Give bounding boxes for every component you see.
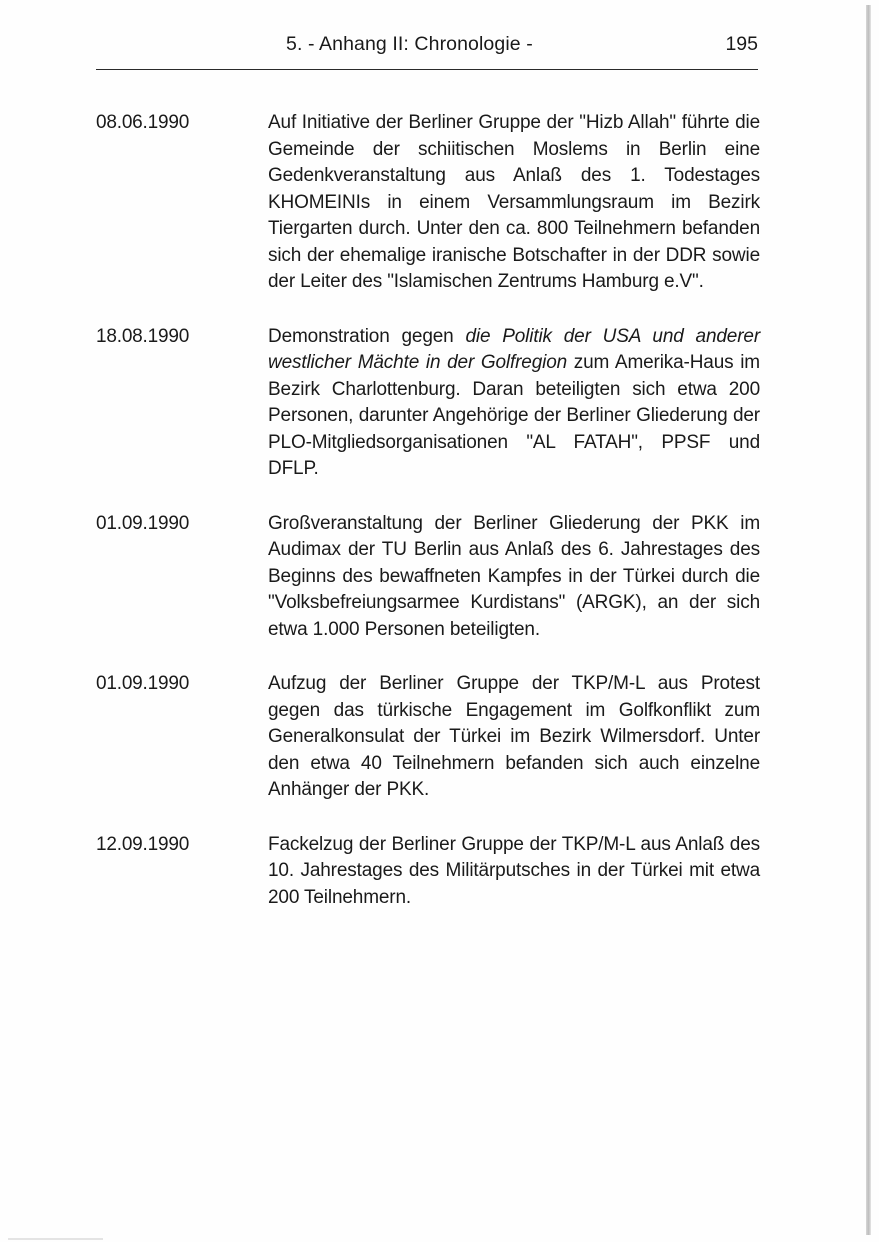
chronology-entry — [96, 832, 760, 912]
entry-description — [268, 324, 760, 483]
entry-date: 01.09.1990 — [96, 673, 190, 694]
entry-text-plain: zum Amerika-Haus im Bezirk Charlottenburg. Daran beteiligten sich etwa 200 Personen, darunter Angehörige der Berliner Gliederung der PLO-Mitgliedsorganisationen "AL FATAH", PPSF und DFLP. — [268, 352, 760, 479]
page-header — [96, 30, 758, 70]
entry-text-italic: die Politik der USA und anderer westlicher Mächte in der Golfregion — [268, 325, 760, 373]
chronology-entry — [96, 511, 760, 644]
chronology-list — [96, 110, 760, 939]
chapter-title: 5. - Anhang II: Chronologie - — [286, 33, 533, 55]
entry-description: Aufzug der Berliner Gruppe der TKP/M-L aus Protest gegen das türkische Engagement im Golfkonflikt zum Generalkonsulat der Türkei im Bezirk Wilmersdorf. Unter den etwa 40 Teilnehmern befanden sich auch einzelne Anhänger der PKK. — [268, 673, 760, 800]
chronology-entry — [96, 324, 760, 483]
entry-date: 12.09.1990 — [96, 833, 190, 855]
page-number: 195 — [725, 33, 758, 55]
chronology-entry — [96, 671, 760, 804]
entry-date: 18.08.1990 — [96, 325, 190, 347]
page-binding-edge — [866, 5, 871, 1235]
entry-description: Fackelzug der Berliner Gruppe der TKP/M-L aus Anlaß des 10. Jahrestages des Militärputsches in der Türkei mit etwa 200 Teilnehmern. — [268, 833, 760, 908]
chronology-entry — [96, 110, 760, 296]
entry-date: 01.09.1990 — [96, 512, 190, 534]
entry-description: Auf Initiative der Berliner Gruppe der "Hizb Allah" führte die Gemeinde der schiitischen Moslems in Berlin eine Gedenkveranstaltung aus Anlaß des 1. Todestages KHOMEINIs in einem Versammlungsraum im Bezirk Tiergarten durch. Unter den ca. 800 Teilnehmern befanden sich der ehemalige iranische Botschafter in der DDR sowie der Leiter des "Islamischen Zentrums Hamburg e.V". — [268, 112, 760, 292]
header-divider — [96, 69, 758, 70]
entry-text-plain: Demonstration gegen — [268, 325, 466, 347]
entry-description: Großveranstaltung der Berliner Gliederung der PKK im Audimax der TU Berlin aus Anlaß des 6. Jahrestages des Beginns des bewaffneten Kampfes in der Türkei durch die "Volksbefreiungsarmee Kurdistans" (ARGK), an der sich etwa 1.000 Personen beteiligten. — [268, 512, 760, 640]
entry-date: 08.06.1990 — [96, 112, 190, 133]
scan-artifact — [8, 1238, 103, 1240]
